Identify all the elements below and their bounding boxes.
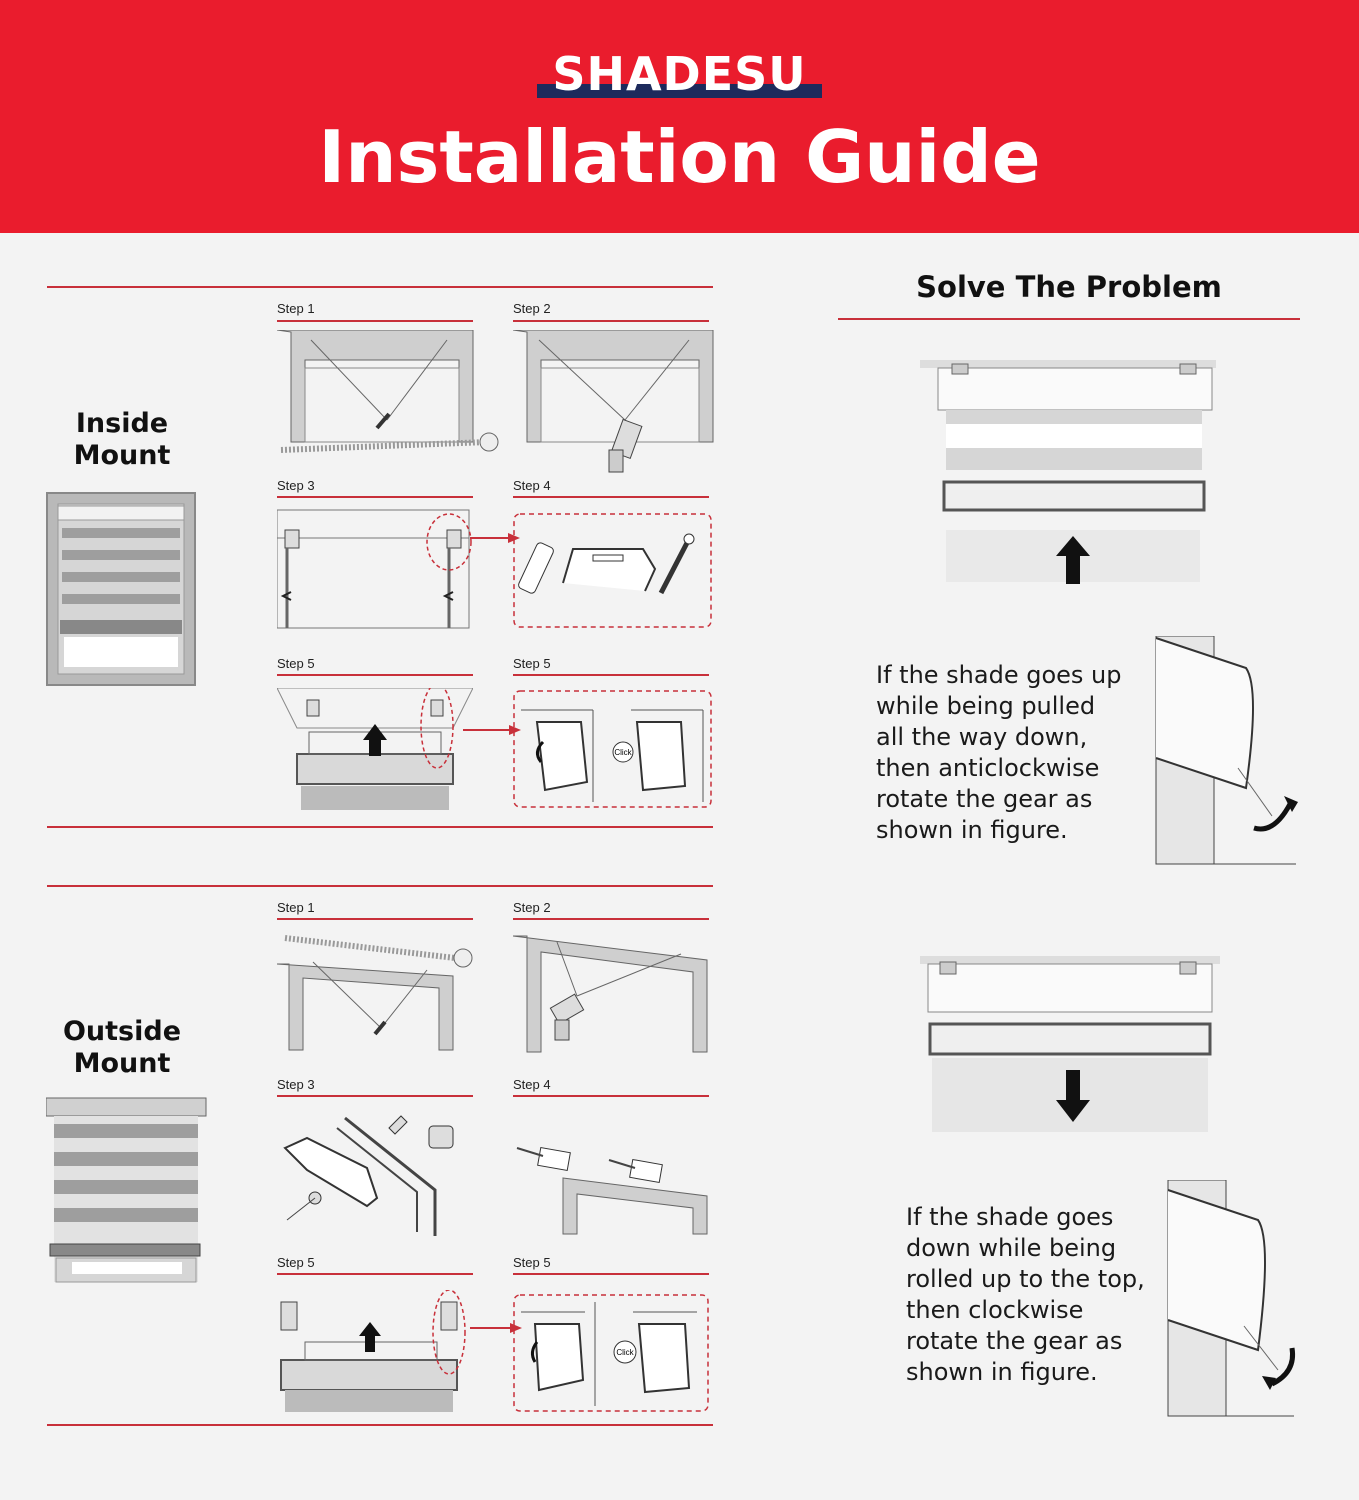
problem1-shade-figure — [918, 358, 1218, 588]
inside-step5a-figure — [277, 688, 473, 812]
problem2-note-line5: rotate the gear as — [906, 1327, 1123, 1355]
outside-step5a-label: Step 5 — [277, 1255, 315, 1270]
inside-step1-rule — [277, 320, 473, 322]
inside-label-line1: Inside — [75, 408, 169, 439]
outside-step2-figure — [513, 930, 711, 1054]
problem1-note-line5: rotate the gear as — [876, 785, 1093, 813]
header-banner — [0, 0, 1359, 233]
outside-step3-figure — [277, 1108, 475, 1236]
problem2-note-line2: down while being — [906, 1234, 1117, 1262]
inside-step4-label: Step 4 — [513, 478, 551, 493]
inside-step5a-rule — [277, 674, 473, 676]
inside-click-label: Click — [614, 748, 632, 757]
problem1-note-line2: while being pulled — [876, 692, 1096, 720]
inside-label-line2: Mount — [73, 440, 171, 471]
problem2-note-line4: then clockwise — [906, 1296, 1084, 1324]
inside-mount-label — [32, 408, 212, 472]
outside-step5b-figure — [513, 1294, 709, 1412]
solve-problem-title: Solve The Problem — [916, 270, 1222, 304]
inside-step5b-label: Step 5 — [513, 656, 551, 671]
inside-step5b-figure — [513, 690, 712, 808]
outside-step4-figure — [513, 1108, 711, 1236]
outside-step3-label: Step 3 — [277, 1077, 315, 1092]
outside-label-line2: Mount — [73, 1048, 171, 1079]
inside-step1-figure — [277, 330, 502, 458]
outside-step1-label: Step 1 — [277, 900, 315, 915]
outside-step3-rule — [277, 1095, 473, 1097]
inside-mount-illustration — [46, 492, 196, 686]
outside-step5b-rule — [513, 1273, 709, 1275]
inside-step5b-rule — [513, 674, 709, 676]
outside-step5b-label: Step 5 — [513, 1255, 551, 1270]
problem1-gear-figure — [1154, 636, 1304, 868]
brand-logo — [537, 48, 822, 100]
brand-name: SHADESU — [552, 47, 807, 101]
inside-bottom-rule — [47, 826, 713, 828]
inside-step3-figure — [277, 508, 473, 632]
page-title: Installation Guide — [318, 115, 1041, 199]
outside-step5a-rule — [277, 1273, 473, 1275]
inside-step3-rule — [277, 496, 473, 498]
outside-mount-illustration — [46, 1096, 208, 1288]
problem2-shade-figure — [918, 954, 1222, 1136]
inside-step2-label: Step 2 — [513, 301, 551, 316]
inside-step4-rule — [513, 496, 709, 498]
outside-step4-label: Step 4 — [513, 1077, 551, 1092]
outside-click-label: Click — [616, 1348, 634, 1357]
problem1-note-line6: shown in figure. — [876, 816, 1068, 844]
inside-step1-label: Step 1 — [277, 301, 315, 316]
inside-step2-rule — [513, 320, 709, 322]
outside-label-line1: Outside — [62, 1016, 182, 1047]
problem2-note — [906, 1202, 1145, 1388]
outside-step5a-figure — [277, 1290, 473, 1414]
inside-step5a-label: Step 5 — [277, 656, 315, 671]
problem1-note-line3: all the way down, — [876, 723, 1088, 751]
inside-step2-figure — [513, 330, 715, 480]
solve-title-rule — [838, 318, 1300, 320]
inside-step3-label: Step 3 — [277, 478, 315, 493]
outside-step1-rule — [277, 918, 473, 920]
problem1-note — [876, 660, 1121, 846]
problem2-note-line1: If the shade goes — [906, 1203, 1114, 1231]
outside-mount-label — [32, 1016, 212, 1080]
problem2-gear-figure — [1166, 1180, 1306, 1418]
problem1-note-line1: If the shade goes up — [876, 661, 1122, 689]
outside-top-rule — [47, 885, 713, 887]
outside-step4-rule — [513, 1095, 709, 1097]
problem2-note-line6: shown in figure. — [906, 1358, 1098, 1386]
outside-step2-rule — [513, 918, 709, 920]
inside-step4-figure — [513, 513, 712, 628]
inside-top-rule — [47, 286, 713, 288]
outside-step2-label: Step 2 — [513, 900, 551, 915]
outside-step1-figure — [277, 930, 475, 1054]
problem1-note-line4: then anticlockwise — [876, 754, 1100, 782]
problem2-note-line3: rolled up to the top, — [906, 1265, 1145, 1293]
outside-bottom-rule — [47, 1424, 713, 1426]
